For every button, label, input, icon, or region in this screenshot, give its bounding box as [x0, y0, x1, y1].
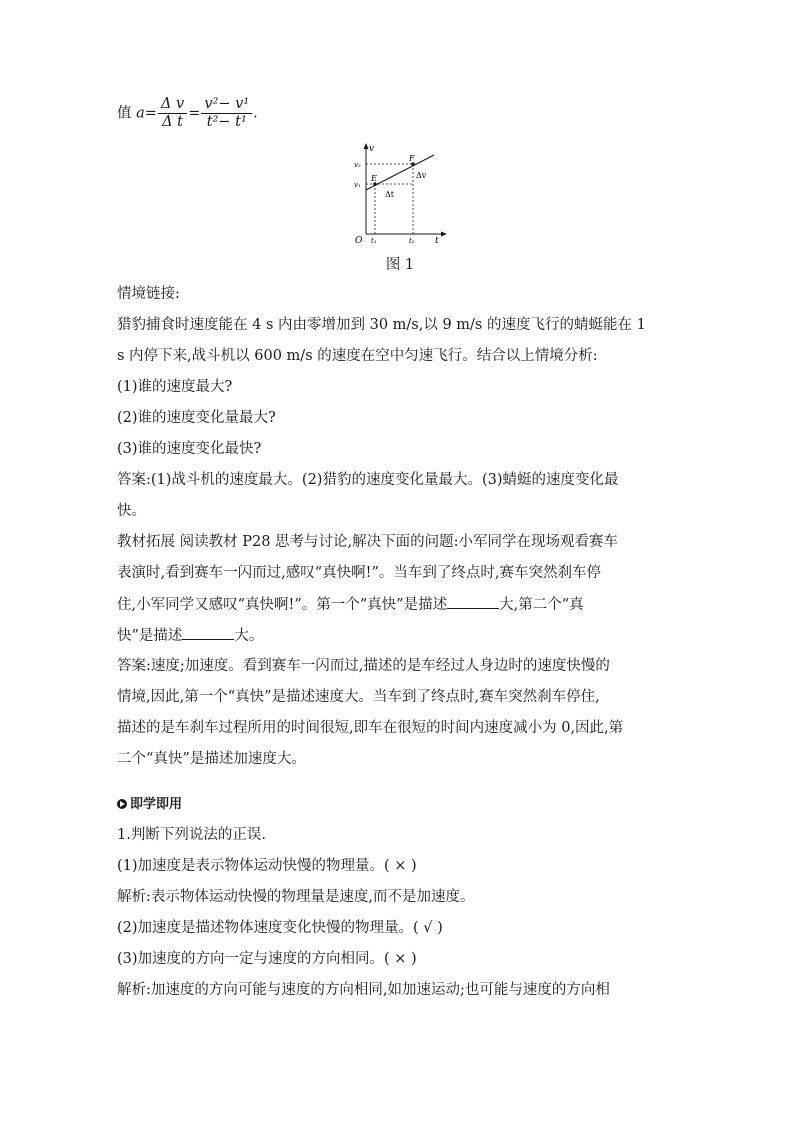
formula-denominator-2: t²− t¹: [206, 114, 247, 130]
formula-a: a: [136, 105, 145, 122]
acceleration-formula: [117, 96, 258, 136]
v2-label: v₂: [354, 161, 361, 169]
exercise-title: 1.判断下列说法的正误.: [117, 827, 266, 843]
t2-label: t₂: [409, 237, 415, 244]
fill-blank-1[interactable]: [447, 594, 499, 609]
vt-graph-figure: [350, 142, 450, 244]
point-f-label: F: [409, 154, 415, 163]
textbook-answer-line-1: 答案:速度;加速度。看到赛车一闪而过,描述的是车经过人身边时的速度快慢的: [117, 658, 610, 674]
situation-text-line-1: 猎豹捕食时速度能在 4 s 内由零增加到 30 m/s,以 9 m/s 的速度飞行的蜻蜓能在 1: [117, 317, 646, 333]
question-1: (1)谁的速度最大?: [117, 379, 233, 395]
formula-equals-2: =: [188, 105, 201, 122]
section-header: [117, 793, 182, 812]
textbook-line-2: 表演时,看到赛车一闪而过,感叹“真快啊!”。当车到了终点时,赛车突然刹车停: [117, 565, 601, 581]
exercise-item-2: (2)加速度是描述物体速度变化快慢的物理量。( √ ): [117, 920, 443, 936]
textbook-answer-line-4: 二个“真快”是描述加速度大。: [117, 751, 306, 767]
formula-prefix: 值: [117, 105, 132, 122]
question-2: (2)谁的速度变化量最大?: [117, 410, 276, 426]
textbook-line-4-b: 大。: [234, 628, 264, 644]
figure-caption: 图 1: [385, 257, 415, 273]
exercise-item-1: (1)加速度是表示物体运动快慢的物理量。( × ): [117, 858, 417, 874]
exercise-analysis-1: 解析:表示物体运动快慢的物理量是速度,而不是加速度。: [117, 889, 475, 905]
fill-blank-2[interactable]: [182, 625, 234, 640]
situation-answer-line-2: 快。: [117, 503, 146, 519]
play-circle-icon: [117, 799, 127, 809]
section-title: 即学即用: [130, 797, 183, 812]
situation-answer-line-1: 答案:(1)战斗机的速度最大。(2)猎豹的速度变化量最大。(3)蜻蜓的速度变化最: [117, 472, 619, 488]
textbook-line-3-a: 住,小军同学又感叹“真快啊!”。第一个“真快”是描述: [117, 597, 448, 613]
exercise-item-3: (3)加速度的方向一定与速度的方向相同。( × ): [117, 951, 417, 967]
origin-label: O: [355, 236, 363, 244]
formula-denominator-1: Δ t: [162, 114, 184, 130]
textbook-line-3-b: 大,第二个“真: [499, 597, 584, 613]
delta-t-label: Δt: [385, 190, 394, 199]
point-e-label: E: [371, 174, 377, 183]
v1-label: v₁: [354, 181, 361, 189]
textbook-answer-line-3: 描述的是车刹车过程所用的时间很短,即车在很短的时间内速度减小为 0,因此,第: [117, 720, 624, 736]
y-axis-arrow: [364, 143, 369, 149]
y-axis-label: v: [369, 144, 375, 154]
t1-label: t₁: [371, 237, 377, 244]
exercise-analysis-3: 解析:加速度的方向可能与速度的方向相同,如加速运动;也可能与速度的方向相: [117, 982, 610, 998]
formula-numerator-1: Δ v: [158, 96, 187, 114]
textbook-answer-line-2: 情境,因此,第一个“真快”是描述速度大。当车到了终点时,赛车突然刹车停住,: [117, 689, 600, 705]
situation-heading: 情境链接:: [117, 286, 180, 302]
delta-v-label: Δv: [416, 171, 427, 180]
x-axis-label: t: [435, 236, 439, 244]
formula-fraction-delta: [158, 96, 187, 131]
question-3: (3)谁的速度变化最快?: [117, 441, 262, 457]
formula-equals: =: [144, 105, 157, 122]
textbook-line-4: [117, 625, 682, 646]
formula-suffix: .: [253, 105, 258, 122]
textbook-line-1: 教材拓展 阅读教材 P28 思考与讨论,解决下面的问题:小军同学在现场观看赛车: [117, 534, 619, 550]
formula-numerator-2: v²− v¹: [201, 96, 252, 114]
situation-text-line-2: s 内停下来,战斗机以 600 m/s 的速度在空中匀速飞行。结合以上情境分析:: [117, 348, 598, 364]
textbook-line-4-a: 快”是描述: [117, 628, 183, 644]
x-axis-arrow: [441, 232, 447, 237]
formula-fraction-difference: [201, 96, 252, 131]
textbook-line-3: [117, 594, 682, 615]
